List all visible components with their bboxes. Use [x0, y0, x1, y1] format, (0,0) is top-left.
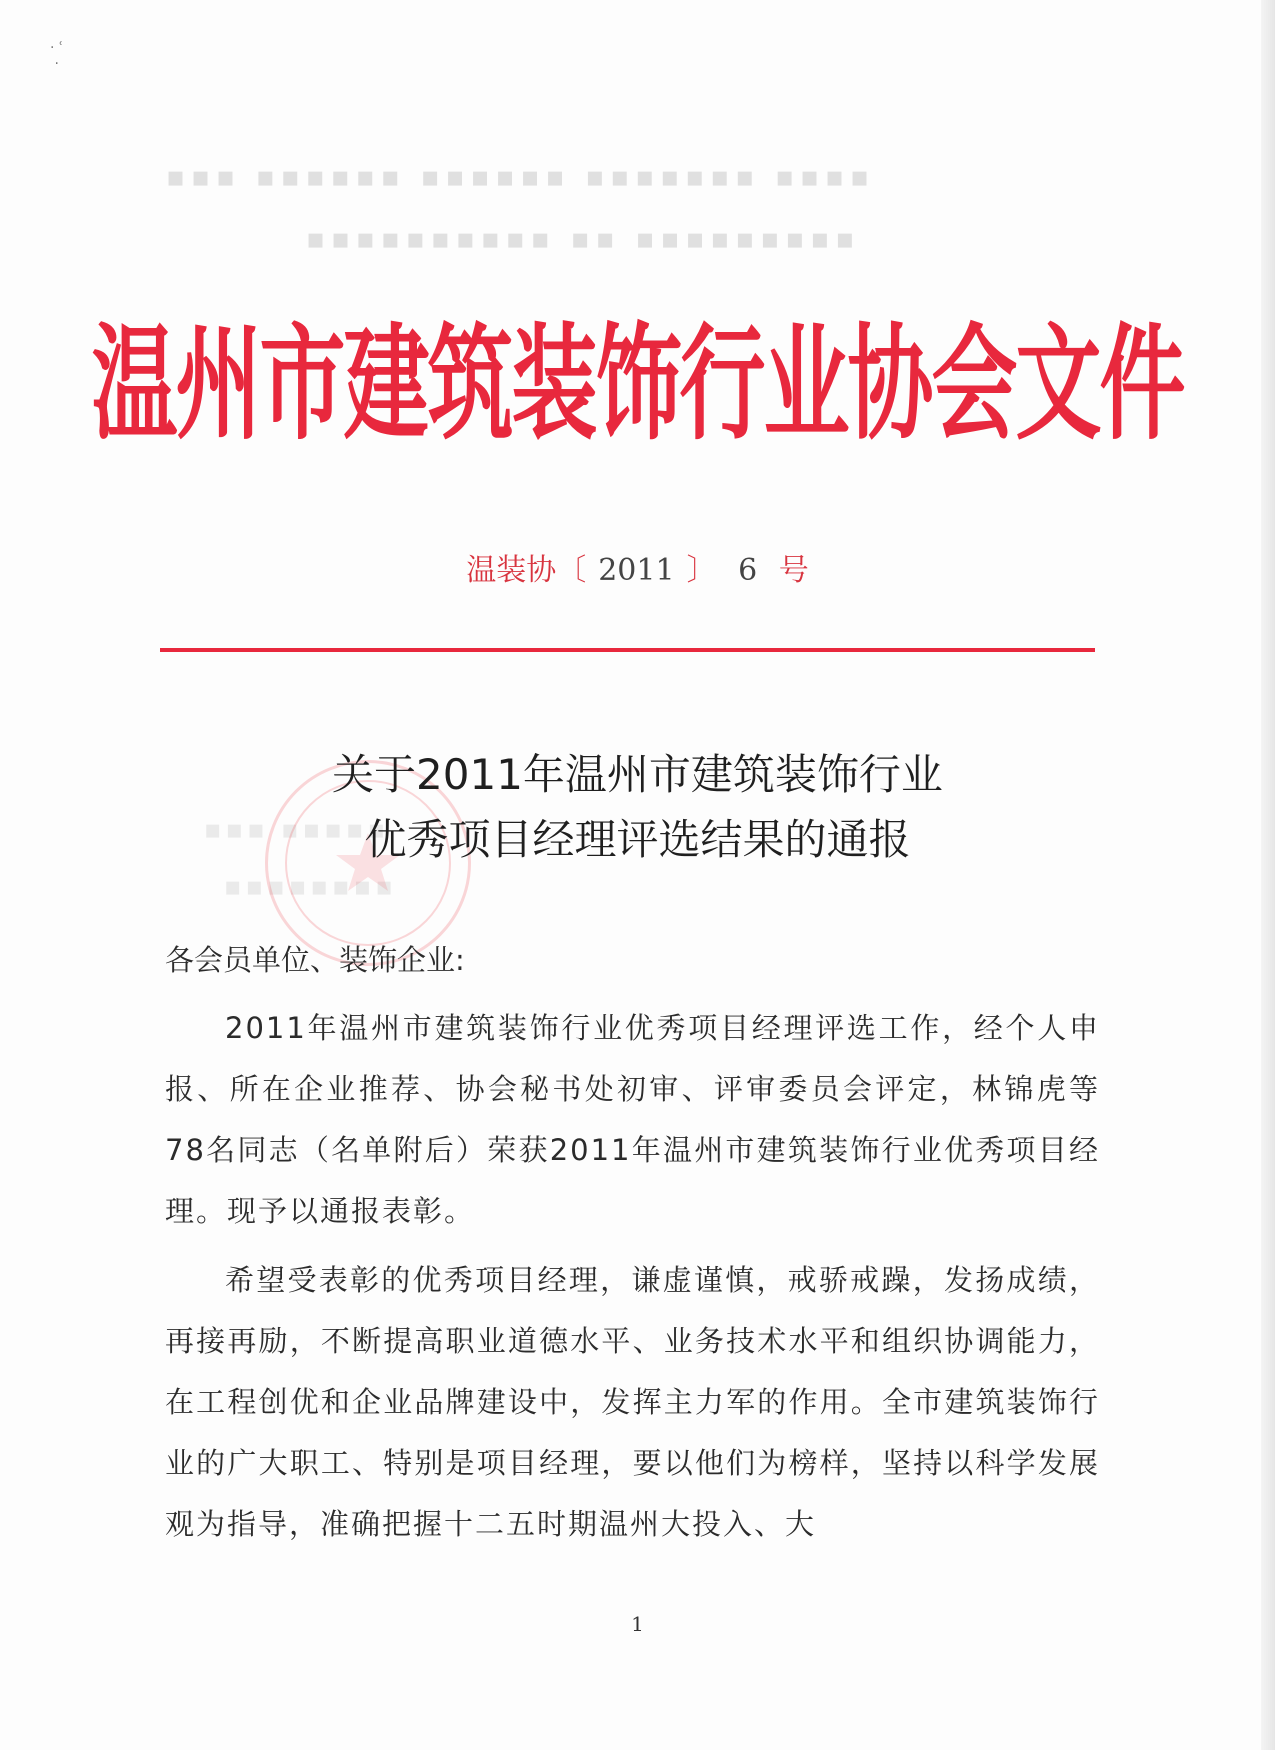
bleed-through-text: ▪▪▪▪▪ ▪▪▪	[200, 815, 386, 845]
doc-mid: 〕	[686, 553, 717, 588]
notice-title-line-2: 优秀项目经理评选结果的通报	[364, 815, 911, 864]
doc-number-value: 6	[738, 553, 758, 588]
page-number: 1	[631, 1612, 644, 1636]
doc-year: 2011	[598, 553, 675, 588]
masthead	[0, 300, 1275, 470]
bleed-through-text: ▪▪▪▪▪▪▪▪	[220, 872, 393, 902]
body-paragraph-2: 希望受表彰的优秀项目经理，谦虚谨慎，戒骄戒躁，发扬成绩，再接再励，不断提高职业道德水平、业务技术水平和组织协调能力，在工程创优和企业品牌建设中，发挥主力军的作用。全市建筑装饰行业的广大职工、特别是项目经理，要以他们为榜样，坚持以科学发展观为指导，准确把握十二五时期温州大投入、大	[165, 1263, 1100, 1541]
doc-suffix: 号	[778, 553, 809, 588]
body-paragraph-1: 2011年温州市建筑装饰行业优秀项目经理评选工作，经个人申报、所在企业推荐、协会秘书处初审、评审委员会评定，林锦虎等78名同志（名单附后）荣获2011年温州市建筑装饰行业优秀项目经理。现予以通报表彰。	[165, 1011, 1100, 1228]
red-divider	[160, 648, 1095, 652]
masthead-title: 温州市建筑装饰行业协会文件	[91, 312, 1184, 458]
doc-prefix: 温装协〔	[466, 553, 587, 588]
salutation: 各会员单位、装饰企业:	[165, 943, 465, 977]
document-number	[0, 545, 1275, 589]
bleed-through-text: ▪▪▪▪ ▪▪▪▪▪▪▪ ▪▪▪▪▪▪ ▪▪▪▪▪▪ ▪▪▪	[160, 160, 869, 193]
page-edge-shadow	[1261, 0, 1275, 1750]
notice-title-line-1: 关于2011年温州市建筑装饰行业	[332, 750, 943, 799]
bleed-through-text: ▪▪▪▪▪▪▪▪▪ ▪▪ ▪▪▪▪▪▪▪▪▪▪	[300, 222, 855, 255]
scan-specks: · ʿ ·	[50, 40, 64, 72]
